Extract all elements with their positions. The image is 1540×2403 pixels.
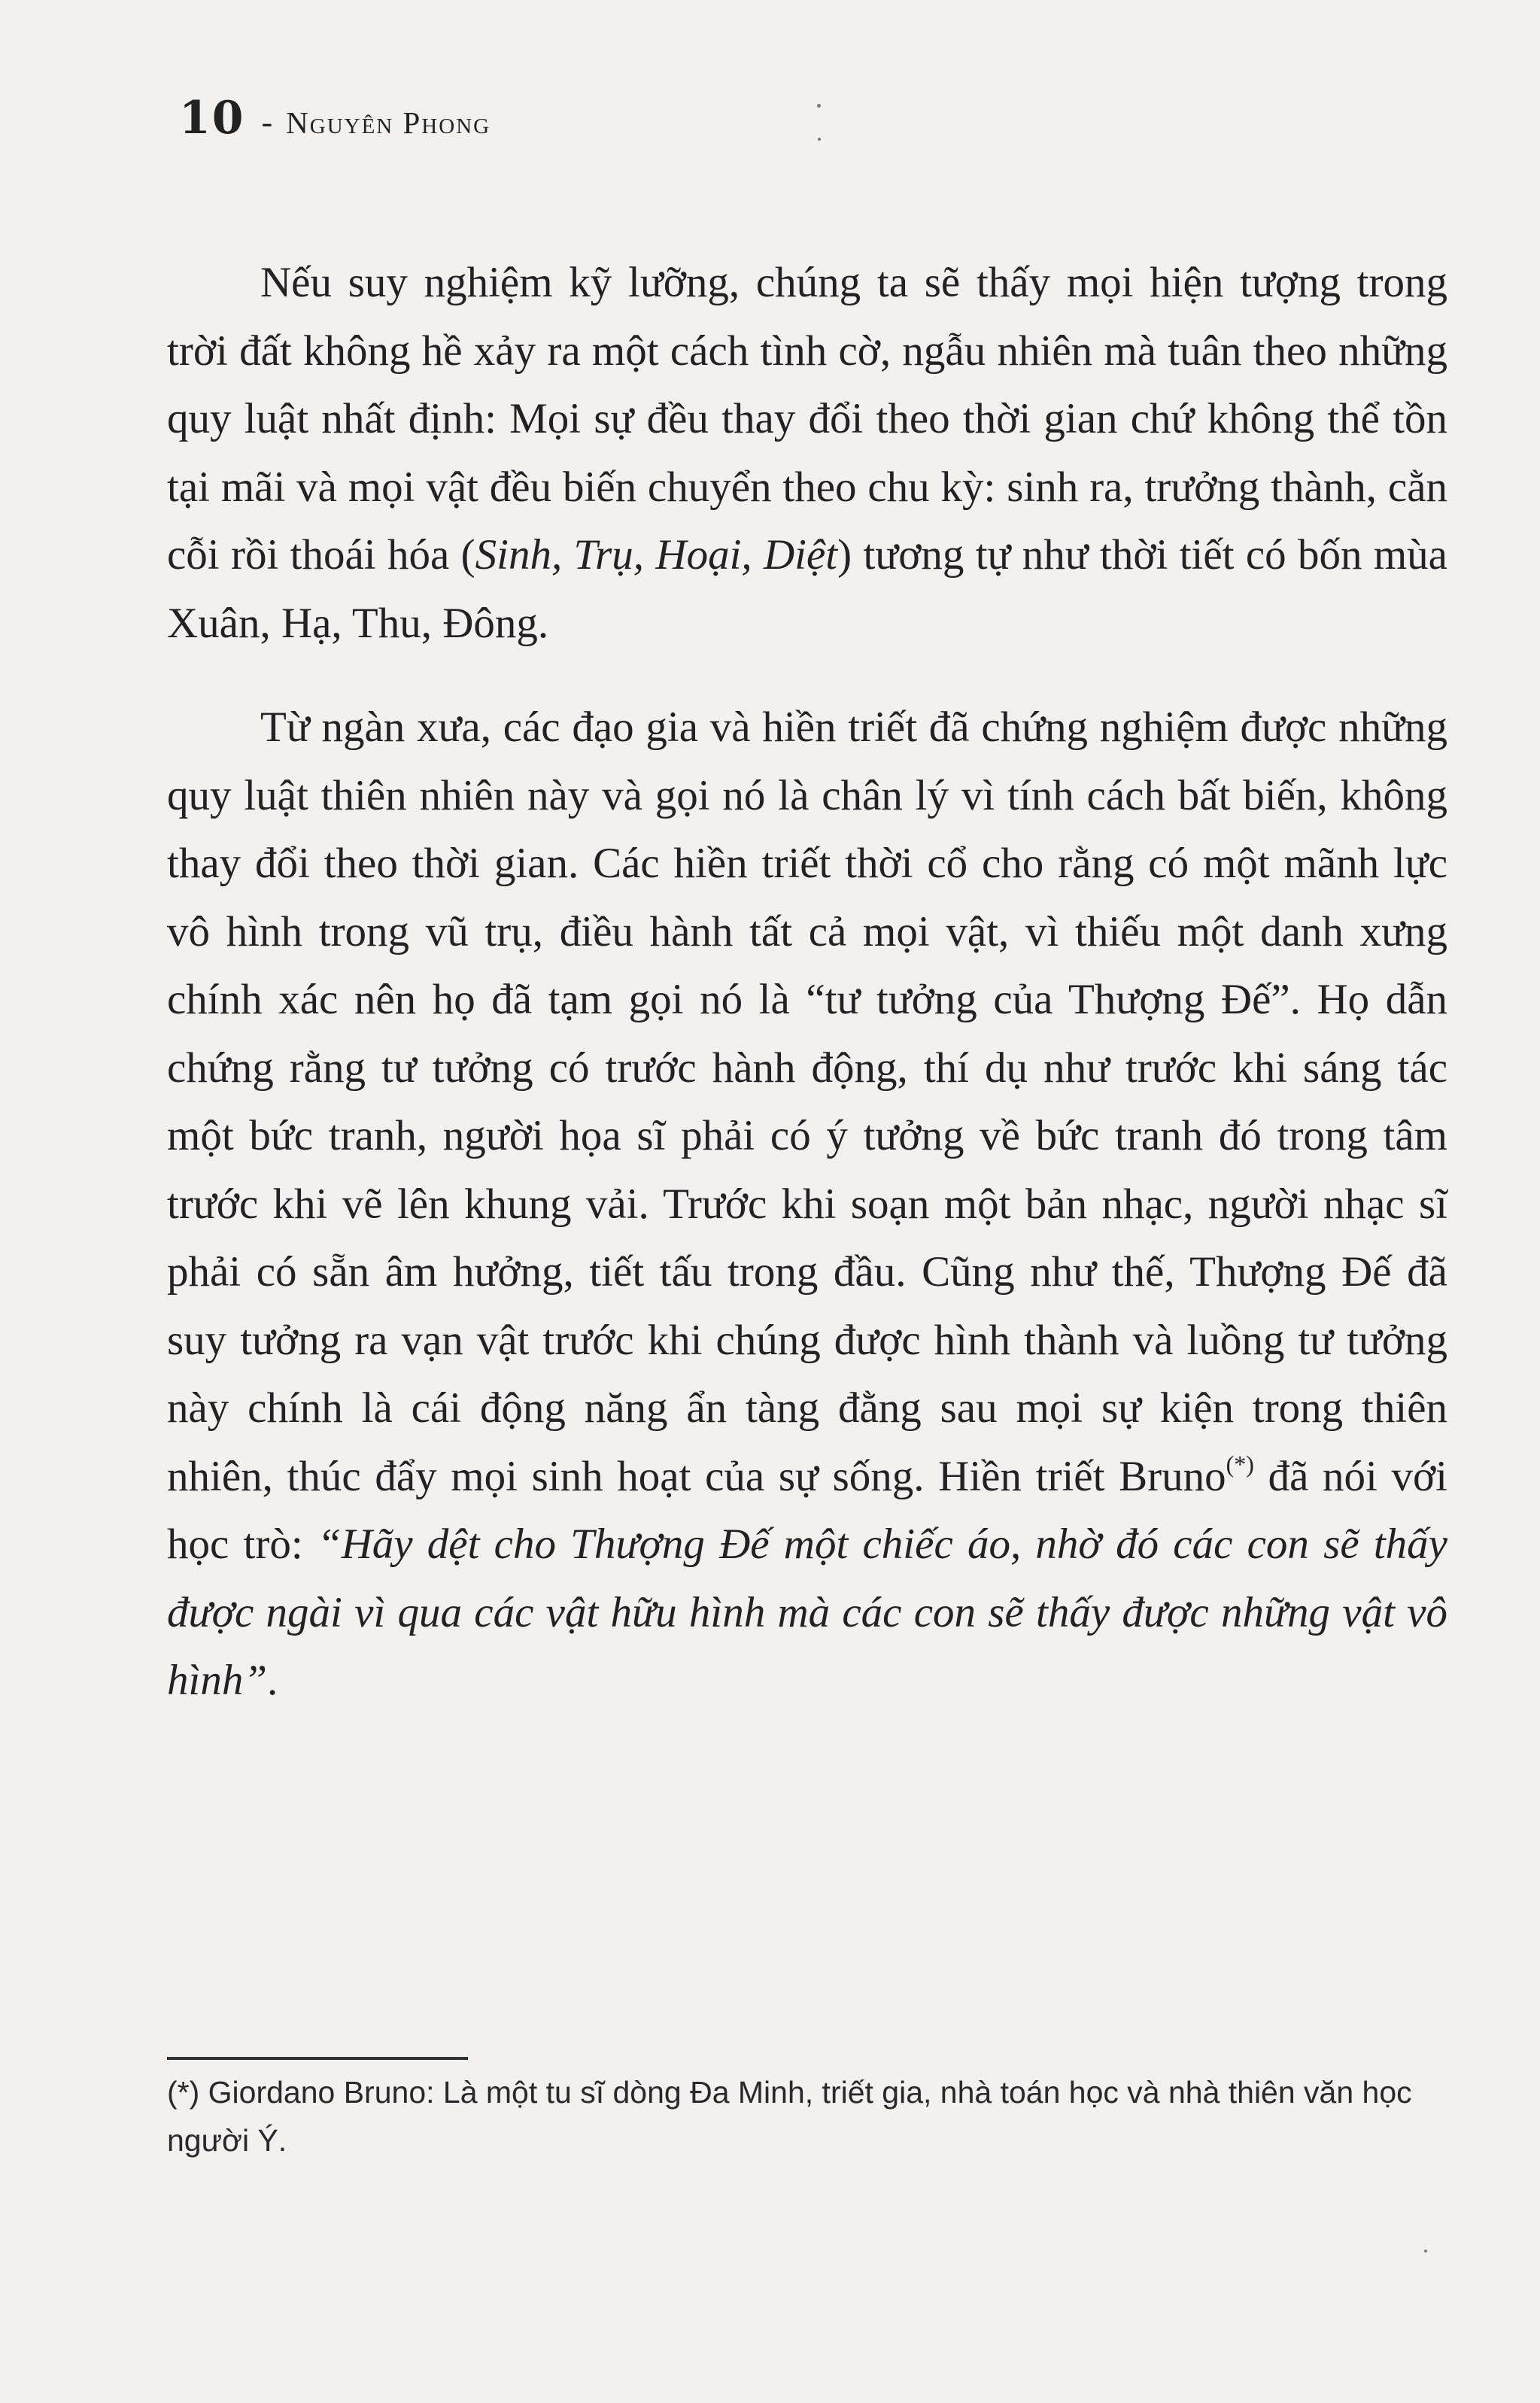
footnote: (*) Giordano Bruno: Là một tu sĩ dòng Đa Minh, triết gia, nhà toán học và nhà thiên văn học người Ý. [167,2075,1412,2158]
paragraph-2-mid: đã nói với học trò: [167,1452,1447,1568]
print-speck [818,138,821,141]
print-speck [1424,2250,1427,2253]
author-name: Nguyên Phong [286,105,491,140]
bruno-quote: “Hãy dệt cho Thượng Đế một chiếc áo, nhờ đó các con sẽ thấy được ngài vì qua các vật hữu hình mà các con sẽ thấy được những vật vô hình” [167,1520,1447,1704]
paragraph-2-end: . [267,1657,278,1704]
header-separator: - [261,104,273,141]
footnote-marker: (*) [1226,1450,1254,1478]
page-number: 10 [179,92,245,144]
body-text [167,249,1447,1715]
paragraph-1-text: Nếu suy nghiệm kỹ lưỡng, chúng ta sẽ thấy mọi hiện tượng trong trời đất không hề xảy ra một cách tình cờ, ngẫu nhiên mà tuân theo những quy luật nhất định: Mọi sự đều thay đổi theo thời gian chứ không thể tồn tại mãi và mọi vật đều biến chuyển theo chu kỳ: sinh ra, trưởng thành, cằn cỗi rồi thoái hóa ( [167,259,1447,579]
footnote-divider [167,2057,468,2060]
paragraph-1-end: ) tương tự như thời tiết có bốn mùa Xuân, Hạ, Thu, Đông. [167,531,1447,647]
print-speck [817,104,821,108]
paragraph-2-text: Từ ngàn xưa, các đạo gia và hiền triết đã chứng nghiệm được những quy luật thiên nhiên này và gọi nó là chân lý vì tính cách bất biến, không thay đổi theo thời gian. Các hiền triết thời cổ cho rằng có một mãnh lực vô hình trong vũ trụ, điều hành tất cả mọi vật, vì thiếu một danh xưng chính xác nên họ đã tạm gọi nó là “tư tưởng của Thượng Đế”. Họ dẫn chứng rằng tư tưởng có trước hành động, thí dụ như trước khi sáng tác một bức tranh, người họa sĩ phải có ý tưởng về bức tranh đó trong tâm trước khi vẽ lên khung vải. Trước khi soạn một bản nhạc, người nhạc sĩ phải có sẵn âm hưởng, tiết tấu trong đầu. Cũng như thế, Thượng Đế đã suy tưởng ra vạn vật trước khi chúng được hình thành và luồng tư tưởng này chính là cái động năng ẩn tàng đằng sau mọi sự kiện trong thiên nhiên, thúc đẩy mọi sinh hoạt của sự sống. Hiền triết Bruno [167,703,1447,1500]
paragraph-1 [167,249,1447,658]
paragraph-1-italic: Sinh, Trụ, Hoại, Diệt [475,531,838,579]
running-header [179,92,491,144]
paragraph-2 [167,694,1447,1715]
